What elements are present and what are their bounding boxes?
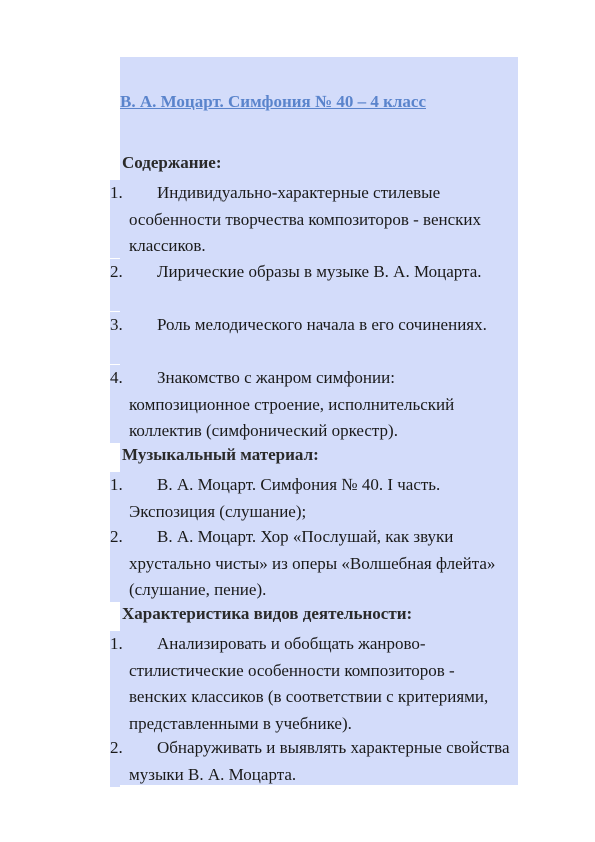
list-item-number: 2. bbox=[110, 527, 123, 546]
section-heading-content: Содержание: bbox=[122, 153, 222, 172]
section-heading-activities: Характеристика видов деятельности: bbox=[122, 604, 413, 623]
list-item-text: Знакомство с жанром симфонии: композиционное строение, исполнительский коллектив (симфонический оркестр). bbox=[129, 368, 455, 440]
list-item bbox=[110, 312, 515, 339]
list-item-text: В. А. Моцарт. Хор «Послушай, как звуки хрустально чисты» из оперы «Волшебная флейта» (слушание, пение). bbox=[129, 527, 496, 599]
list-item bbox=[110, 631, 515, 737]
list-item bbox=[110, 365, 515, 445]
list-item-number: 3. bbox=[110, 315, 123, 334]
section-heading-material: Музыкальный материал: bbox=[122, 445, 319, 464]
list-item bbox=[110, 472, 515, 525]
list-item bbox=[110, 259, 515, 286]
list-item-number: 4. bbox=[110, 368, 123, 387]
list-item-number: 1. bbox=[110, 634, 123, 653]
page-title: В. А. Моцарт. Симфония № 40 – 4 класс bbox=[120, 92, 426, 111]
list-item-text: Лирические образы в музыке В. А. Моцарта. bbox=[157, 262, 482, 281]
list-item bbox=[110, 180, 515, 260]
list-item bbox=[110, 735, 515, 788]
list-item bbox=[110, 524, 515, 604]
list-item-text: Анализировать и обобщать жанрово-стилистические особенности композиторов - венских классиков (в соответствии с критериями, представленными в учебнике). bbox=[129, 634, 489, 733]
list-item-number: 1. bbox=[110, 475, 123, 494]
list-item-text: Роль мелодического начала в его сочинениях. bbox=[157, 315, 487, 334]
list-item-text: В. А. Моцарт. Симфония № 40. I часть. Экспозиция (слушание); bbox=[129, 475, 441, 521]
list-item-number: 2. bbox=[110, 262, 123, 281]
list-item-number: 1. bbox=[110, 183, 123, 202]
list-item-text: Индивидуально-характерные стилевые особенности творчества композиторов - венских классиков. bbox=[129, 183, 481, 255]
list-item-number: 2. bbox=[110, 738, 123, 757]
list-item-text: Обнаруживать и выявлять характерные свойства музыки В. А. Моцарта. bbox=[129, 738, 510, 784]
